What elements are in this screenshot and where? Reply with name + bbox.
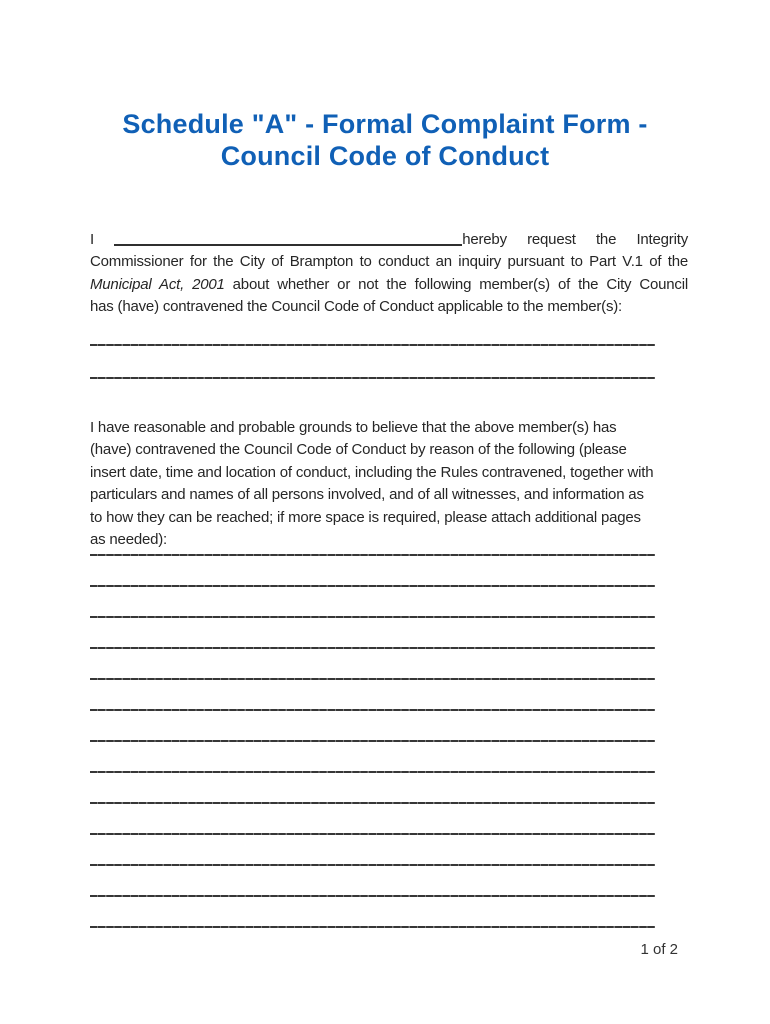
fill-in-line[interactable] xyxy=(90,895,655,897)
fill-in-line[interactable] xyxy=(90,740,655,742)
form-title xyxy=(85,108,685,172)
paragraph-line: insert date, time and location of conduct, including the Rules contravened, together with xyxy=(90,463,654,481)
fill-in-line[interactable] xyxy=(90,554,655,556)
request-line-1-text: hereby request the Integrity xyxy=(462,231,688,248)
fill-in-line[interactable] xyxy=(90,678,655,680)
fill-in-line[interactable] xyxy=(90,616,655,618)
fill-in-line[interactable] xyxy=(90,377,655,379)
grounds-statement xyxy=(90,417,706,551)
paragraph-line: as needed): xyxy=(90,531,168,549)
fill-in-line[interactable] xyxy=(90,344,655,346)
request-line-3 xyxy=(90,274,688,296)
complainant-name-blank[interactable] xyxy=(114,232,462,246)
fill-in-line[interactable] xyxy=(90,585,655,587)
request-line-3-text: about whether or not the following member(s) of the City Council xyxy=(232,275,688,293)
act-name-italic: Municipal Act, 2001 xyxy=(90,275,225,293)
request-line-2: Commissioner for the City of Brampton to conduct an inquiry pursuant to Part V.1 of the xyxy=(90,253,688,271)
fill-in-line[interactable] xyxy=(90,802,655,804)
member-names-lines xyxy=(90,344,655,410)
form-title-line-1: Schedule "A" - Formal Complaint Form - xyxy=(122,109,648,139)
paragraph-line: particulars and names of all persons involved, and of all witnesses, and information as xyxy=(90,486,644,504)
paragraph-line: I have reasonable and probable grounds to believe that the above member(s) has xyxy=(90,419,617,436)
paragraph-line: (have) contravened the Council Code of Conduct by reason of the following (please xyxy=(90,441,627,459)
request-statement xyxy=(90,229,688,319)
fill-in-line[interactable] xyxy=(90,864,655,866)
form-title-line-2: Council Code of Conduct xyxy=(220,141,550,171)
request-line-1 xyxy=(90,229,688,251)
fill-in-line[interactable] xyxy=(90,926,655,928)
page-number: 1 of 2 xyxy=(640,941,678,958)
fill-in-line[interactable] xyxy=(90,771,655,773)
paragraph-line: to how they can be reached; if more space is required, please attach additional pages xyxy=(90,508,641,526)
fill-in-line[interactable] xyxy=(90,647,655,649)
request-lead: I xyxy=(90,231,94,248)
fill-in-line[interactable] xyxy=(90,833,655,835)
fill-in-line[interactable] xyxy=(90,709,655,711)
complaint-details-lines xyxy=(90,554,655,957)
request-line-4: has (have) contravened the Council Code of Conduct applicable to the member(s): xyxy=(90,298,623,316)
